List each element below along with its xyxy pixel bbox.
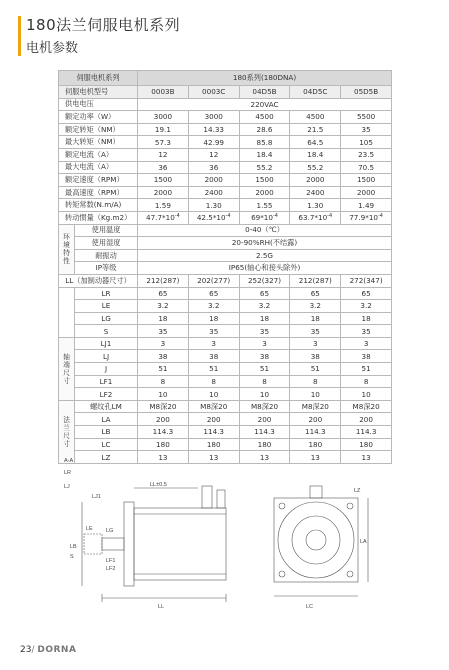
voltage-label: 供电电压 xyxy=(59,98,138,111)
dim-label: LE xyxy=(75,300,138,313)
model-label: 伺服电机型号 xyxy=(59,86,138,99)
value-cell: 12 xyxy=(188,148,239,161)
value-cell: 3.2 xyxy=(290,300,341,313)
value-cell: 2400 xyxy=(290,186,341,199)
table-row xyxy=(59,211,392,224)
value-cell: 65 xyxy=(290,287,341,300)
env-value: 20-90%RH(不结露) xyxy=(138,237,392,250)
drawing-label-lj1: LJ1 xyxy=(92,494,101,500)
inertia-label: 转动惯量（Kg.m2） xyxy=(59,211,138,224)
ll-label: LL（加制动器尺寸） xyxy=(59,274,138,287)
table-row xyxy=(59,161,392,174)
row-label: 最大电流（A） xyxy=(59,161,138,174)
value-cell: 114.3 xyxy=(188,426,239,439)
dim-label: LA xyxy=(75,413,138,426)
value-cell: 5500 xyxy=(341,111,392,124)
blank-group xyxy=(59,287,75,337)
drawing-label-la: LA xyxy=(360,539,367,545)
dim-label: LZ xyxy=(75,451,138,464)
drawing-label-lj: LJ xyxy=(64,484,70,490)
table-row xyxy=(59,363,392,376)
value-cell: 55.2 xyxy=(239,161,290,174)
value-cell: 114.3 xyxy=(239,426,290,439)
value-cell: 3 xyxy=(188,337,239,350)
value-cell: 35 xyxy=(341,325,392,338)
dim-label: LG xyxy=(75,312,138,325)
dim-label: LB xyxy=(75,426,138,439)
table-row xyxy=(59,186,392,199)
value-cell: 18.4 xyxy=(290,148,341,161)
value-cell: 3.2 xyxy=(138,300,189,313)
drawing-label-lb: LB xyxy=(70,544,77,550)
value-cell: 2400 xyxy=(188,186,239,199)
drawing-label-lr: LR xyxy=(64,470,72,476)
inertia-cell: $63.7*10^{-4}$ xyxy=(290,211,341,224)
inertia-cell: $77.9*10^{-4}$ xyxy=(341,211,392,224)
env-label: IP等级 xyxy=(75,262,138,275)
value-cell: 38 xyxy=(290,350,341,363)
drawing-label-ll-box: LL±0.5 xyxy=(150,482,167,488)
value-cell: 180 xyxy=(239,438,290,451)
value-cell: 14.33 xyxy=(188,123,239,136)
value-cell: 1500 xyxy=(341,174,392,187)
value-cell: 23.5 xyxy=(341,148,392,161)
value-cell: 13 xyxy=(341,451,392,464)
dim-label: LJ xyxy=(75,350,138,363)
model-cell: 05D5B xyxy=(341,86,392,99)
drawing-shaft-key xyxy=(84,534,102,554)
value-cell: M8深20 xyxy=(341,400,392,413)
value-cell: 200 xyxy=(239,413,290,426)
motor-dimension-drawing xyxy=(62,458,392,618)
inertia-cell: $69*10^{-4}$ xyxy=(239,211,290,224)
drawing-label-le: LE xyxy=(86,526,93,532)
value-cell: 3000 xyxy=(138,111,189,124)
value-cell: 2000 xyxy=(290,174,341,187)
value-cell: 38 xyxy=(188,350,239,363)
drawing-end-view-flange xyxy=(274,498,358,582)
value-cell: 13 xyxy=(290,451,341,464)
value-cell: 8 xyxy=(341,375,392,388)
row-label: 额定速度（RPM） xyxy=(59,174,138,187)
value-cell: 51 xyxy=(341,363,392,376)
motor-parameters-table xyxy=(58,70,392,464)
row-label: 额定功率（W） xyxy=(59,111,138,124)
value-cell: 51 xyxy=(138,363,189,376)
value-cell: 65 xyxy=(138,287,189,300)
value-cell: 55.2 xyxy=(290,161,341,174)
series-label: 伺服电机系列 xyxy=(59,71,138,86)
value-cell: 18 xyxy=(341,312,392,325)
inertia-cell: $42.5*10^{-4}$ xyxy=(188,211,239,224)
value-cell: 10 xyxy=(239,388,290,401)
value-cell: 38 xyxy=(239,350,290,363)
table-row xyxy=(59,174,392,187)
table-row xyxy=(59,199,392,212)
value-cell: 2000 xyxy=(341,186,392,199)
value-cell: 35 xyxy=(290,325,341,338)
value-cell: 180 xyxy=(341,438,392,451)
page-footer: 23/ DORNA xyxy=(20,645,77,655)
value-cell: 200 xyxy=(138,413,189,426)
value-cell: 3 xyxy=(290,337,341,350)
value-cell: 13 xyxy=(239,451,290,464)
dim-label: LC xyxy=(75,438,138,451)
table-row xyxy=(59,123,392,136)
env-group-label: 环 境 特 性 xyxy=(59,224,75,274)
value-cell: 180 xyxy=(290,438,341,451)
value-cell: 85.8 xyxy=(239,136,290,149)
env-value: IP65(轴心和接头除外) xyxy=(138,262,392,275)
value-cell: 10 xyxy=(188,388,239,401)
env-value: 2.5G xyxy=(138,249,392,262)
drawing-label-section: A-A xyxy=(64,458,74,464)
row-label: 额定电流（A） xyxy=(59,148,138,161)
table-row xyxy=(59,237,392,250)
value-cell: 18 xyxy=(290,312,341,325)
value-cell: 105 xyxy=(341,136,392,149)
value-cell: 114.3 xyxy=(138,426,189,439)
value-cell: 18 xyxy=(138,312,189,325)
value-cell: M8深20 xyxy=(138,400,189,413)
value-cell: 1.49 xyxy=(341,199,392,212)
table-row xyxy=(59,274,392,287)
drawing-connector-2 xyxy=(217,490,225,508)
value-cell: 180 xyxy=(138,438,189,451)
table-row xyxy=(59,300,392,313)
row-label: 转矩常数(N.m/A) xyxy=(59,199,138,212)
drawing-connector-1 xyxy=(202,486,212,508)
drawing-motor-body xyxy=(134,508,226,580)
value-cell: 57.3 xyxy=(138,136,189,149)
table-row xyxy=(59,325,392,338)
value-cell: 3 xyxy=(341,337,392,350)
table-row xyxy=(59,136,392,149)
value-cell: 18 xyxy=(239,312,290,325)
page-subtitle: 电机参数 xyxy=(26,41,79,56)
table-row xyxy=(59,312,392,325)
table-row xyxy=(59,375,392,388)
value-cell: 1500 xyxy=(239,174,290,187)
value-cell: 3 xyxy=(138,337,189,350)
shaft-group-label: 轴 端 尺 寸 xyxy=(59,337,75,400)
series-value: 180系列(180DNA) xyxy=(138,71,392,86)
model-cell: 04D5B xyxy=(239,86,290,99)
model-cell: 04D5C xyxy=(290,86,341,99)
title-accent-bar xyxy=(18,16,21,56)
value-cell: 35 xyxy=(188,325,239,338)
drawing-label-lg: LG xyxy=(106,528,114,534)
ll-cell: 212(287) xyxy=(138,274,189,287)
value-cell: 1500 xyxy=(138,174,189,187)
flange-group-label: 法 兰 尺 寸 xyxy=(59,400,75,463)
value-cell: 3 xyxy=(239,337,290,350)
dim-label: S xyxy=(75,325,138,338)
dim-label: LF2 xyxy=(75,388,138,401)
table-row xyxy=(59,350,392,363)
table-row xyxy=(59,262,392,275)
value-cell: 38 xyxy=(138,350,189,363)
value-cell: 65 xyxy=(239,287,290,300)
dim-label: 螺纹孔LM xyxy=(75,400,138,413)
value-cell: 1.55 xyxy=(239,199,290,212)
dim-label: J xyxy=(75,363,138,376)
drawing-label-lz: LZ xyxy=(354,488,361,494)
value-cell: 18 xyxy=(188,312,239,325)
model-cell: 0003B xyxy=(138,86,189,99)
table-row xyxy=(59,224,392,237)
value-cell: 114.3 xyxy=(290,426,341,439)
table-row xyxy=(59,148,392,161)
table-row xyxy=(59,438,392,451)
value-cell: 200 xyxy=(341,413,392,426)
drawing-label-lf1: LF1 xyxy=(106,558,116,564)
value-cell: M8深20 xyxy=(290,400,341,413)
value-cell: 10 xyxy=(138,388,189,401)
value-cell: M8深20 xyxy=(239,400,290,413)
value-cell: 51 xyxy=(239,363,290,376)
drawing-label-s: S xyxy=(70,554,74,560)
value-cell: 3000 xyxy=(188,111,239,124)
value-cell: 21.5 xyxy=(290,123,341,136)
value-cell: 51 xyxy=(188,363,239,376)
ll-cell: 212(287) xyxy=(290,274,341,287)
table-row xyxy=(59,249,392,262)
value-cell: 1.30 xyxy=(188,199,239,212)
value-cell: 35 xyxy=(239,325,290,338)
value-cell: 35 xyxy=(341,123,392,136)
value-cell: 13 xyxy=(188,451,239,464)
value-cell: 70.5 xyxy=(341,161,392,174)
drawing-end-view-circle xyxy=(278,502,354,578)
drawing-label-lc: LC xyxy=(306,604,314,610)
drawing-flange xyxy=(124,502,134,586)
row-label: 最高速度（RPM） xyxy=(59,186,138,199)
value-cell: 2000 xyxy=(138,186,189,199)
env-label: 耐振动 xyxy=(75,249,138,262)
drawing-shaft xyxy=(102,538,124,550)
value-cell: 10 xyxy=(341,388,392,401)
value-cell: 42.99 xyxy=(188,136,239,149)
value-cell: 2000 xyxy=(188,174,239,187)
row-label: 最大转矩（NM） xyxy=(59,136,138,149)
drawing-label-ll: LL xyxy=(158,604,165,610)
ll-cell: 202(277) xyxy=(188,274,239,287)
value-cell: 19.1 xyxy=(138,123,189,136)
env-label: 使用温度 xyxy=(75,224,138,237)
value-cell: 64.5 xyxy=(290,136,341,149)
voltage-value: 220VAC xyxy=(138,98,392,111)
value-cell: 35 xyxy=(138,325,189,338)
value-cell: 3.2 xyxy=(341,300,392,313)
value-cell: 8 xyxy=(290,375,341,388)
row-label: 额定转矩（NM） xyxy=(59,123,138,136)
env-label: 使用湿度 xyxy=(75,237,138,250)
value-cell: 200 xyxy=(290,413,341,426)
model-cell: 0003C xyxy=(188,86,239,99)
dim-label: LF1 xyxy=(75,375,138,388)
value-cell: 13 xyxy=(138,451,189,464)
value-cell: M8深20 xyxy=(188,400,239,413)
value-cell: 65 xyxy=(341,287,392,300)
table-row xyxy=(59,388,392,401)
value-cell: 36 xyxy=(138,161,189,174)
page-title: 180法兰伺服电机系列 xyxy=(26,16,181,34)
value-cell: 200 xyxy=(188,413,239,426)
value-cell: 51 xyxy=(290,363,341,376)
value-cell: 12 xyxy=(138,148,189,161)
value-cell: 114.3 xyxy=(341,426,392,439)
table-row xyxy=(59,111,392,124)
value-cell: 4500 xyxy=(239,111,290,124)
value-cell: 8 xyxy=(239,375,290,388)
ll-cell: 252(327) xyxy=(239,274,290,287)
value-cell: 180 xyxy=(188,438,239,451)
inertia-cell: $47.7*10^{-4}$ xyxy=(138,211,189,224)
table-row xyxy=(59,400,392,413)
value-cell: 1.30 xyxy=(290,199,341,212)
value-cell: 4500 xyxy=(290,111,341,124)
dim-label: LJ1 xyxy=(75,337,138,350)
value-cell: 2000 xyxy=(239,186,290,199)
value-cell: 3.2 xyxy=(239,300,290,313)
value-cell: 38 xyxy=(341,350,392,363)
value-cell: 3.2 xyxy=(188,300,239,313)
table-row xyxy=(59,413,392,426)
value-cell: 65 xyxy=(188,287,239,300)
brand-name: DORNA xyxy=(37,645,77,655)
value-cell: 10 xyxy=(290,388,341,401)
env-value: 0-40（℃） xyxy=(138,224,392,237)
value-cell: 1.59 xyxy=(138,199,189,212)
table-row xyxy=(59,426,392,439)
ll-cell: 272(347) xyxy=(341,274,392,287)
drawing-label-lf2: LF2 xyxy=(106,566,116,572)
value-cell: 8 xyxy=(188,375,239,388)
dim-label: LR xyxy=(75,287,138,300)
value-cell: 36 xyxy=(188,161,239,174)
page-number: 23 xyxy=(20,645,32,655)
value-cell: 8 xyxy=(138,375,189,388)
table-row xyxy=(59,287,392,300)
value-cell: 18.4 xyxy=(239,148,290,161)
value-cell: 28.6 xyxy=(239,123,290,136)
table-row xyxy=(59,337,392,350)
